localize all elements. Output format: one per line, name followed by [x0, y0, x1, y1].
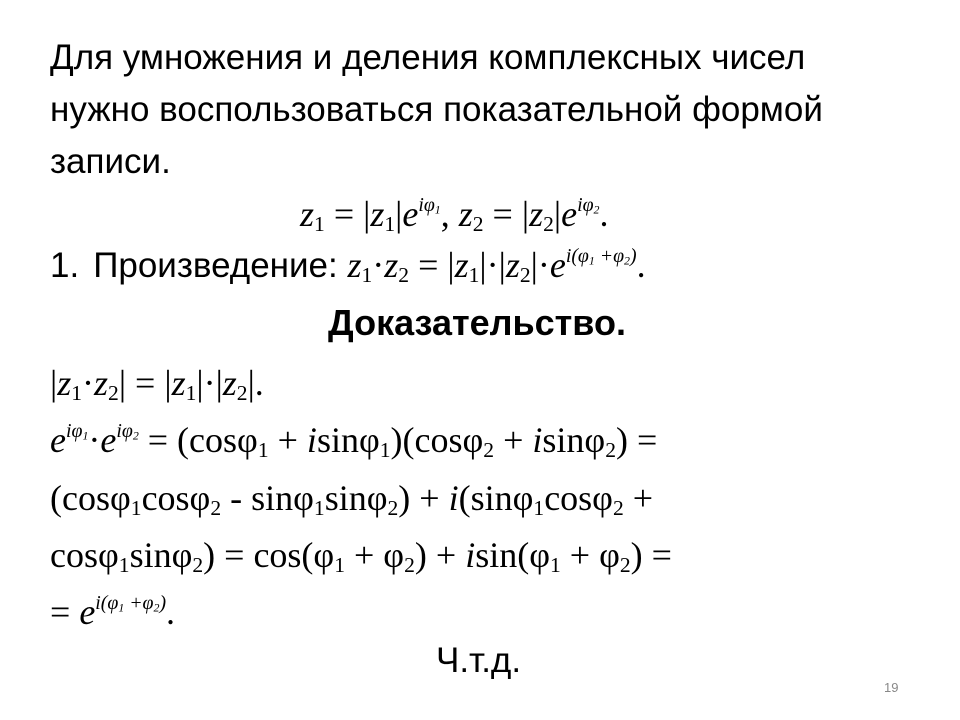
- page-number: 19: [884, 680, 899, 695]
- proof-line-sum: $\cos\varphi_1\sin\varphi_2) = \cos(\varphi_1 + \varphi_2) + isin(\varphi_1 + \varphi_2)$ =: [50, 535, 672, 577]
- intro-line-3: записи.: [50, 142, 171, 181]
- intro-line-2: нужно воспользоваться показательной формой: [50, 90, 823, 129]
- proof-heading: Доказательство.: [328, 302, 626, 343]
- proof-line-expand: (cosφ$_1$cosφ$_2$ - sinφ$_1$sinφ$_2$) + i(sinφ$_1$cosφ$_2$ +: [50, 478, 654, 520]
- exponential-form-formula: $z_1 = |z_1|e^{i\varphi_1}$, $z_2 = |z_2|e^{i\varphi_2}$.: [300, 194, 609, 236]
- intro-line-1: Для умножения и деления комплексных чисел: [50, 38, 806, 77]
- proof-line-modulus: $|z_1\cdot z_2| = |z_1|\cdot|z_2|$.: [50, 363, 264, 405]
- product-label: Произведение:: [93, 246, 348, 285]
- product-number: 1.: [50, 246, 80, 285]
- proof-line-euler: $e^{i\varphi_1}\cdot e^{i\varphi_2} = (\cos\varphi_1 + isin\varphi_1)(\cos\varphi_2 + isin\varphi_2)$ =: [50, 420, 658, 462]
- proof-line-result: = $e^{i(\varphi_1 +\varphi_2)}$.: [50, 592, 176, 632]
- product-rule-line: 1. Произведение: $z_1\cdot z_2 = |z_1|\cdot|z_2|\cdot e^{i(\varphi_1 +\varphi_2)}$.: [50, 245, 646, 287]
- qed-mark: Ч.т.д.: [436, 641, 522, 680]
